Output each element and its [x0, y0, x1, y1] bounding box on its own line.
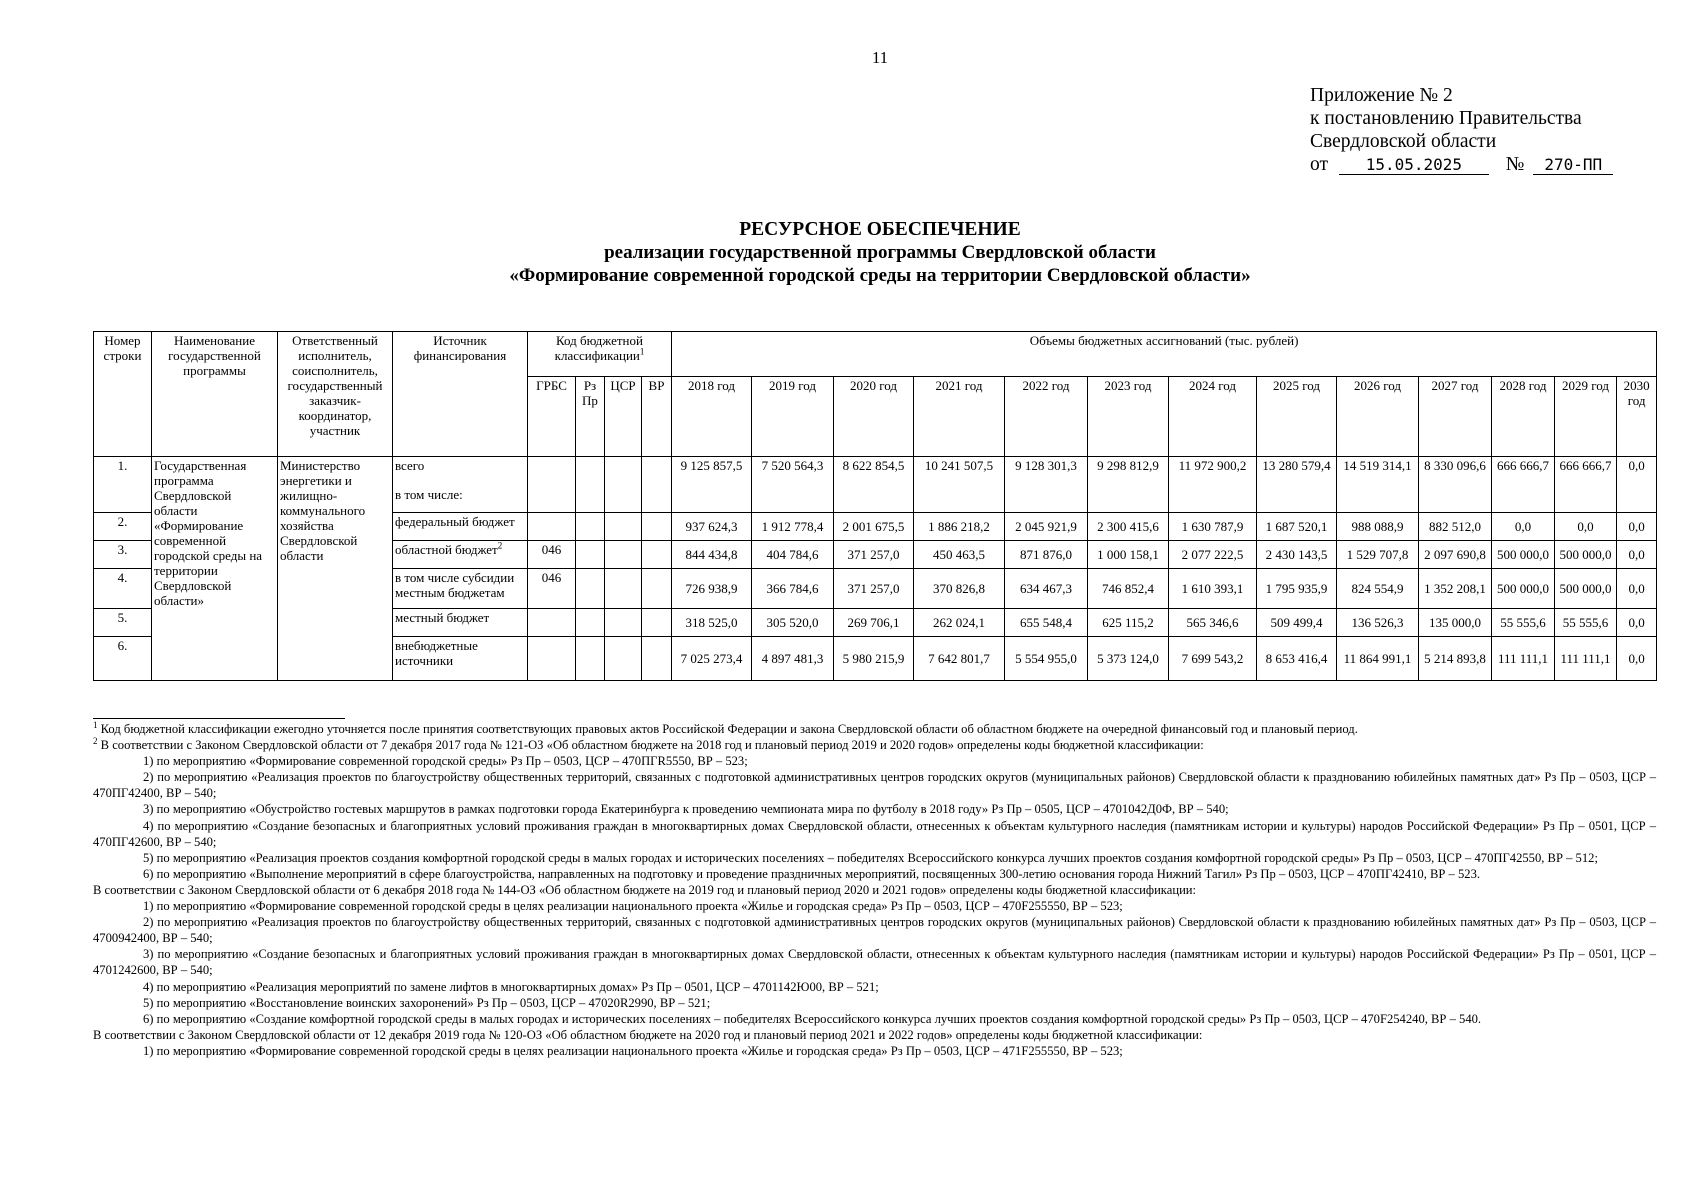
value-cell: 1 352 208,1 — [1419, 569, 1492, 609]
value-cell: 450 463,5 — [914, 541, 1005, 569]
source-cell — [393, 513, 528, 541]
header-row-num: Номер строки — [94, 332, 152, 457]
footnote-text: В соответствии с Законом Свердловской области от 12 декабря 2019 года № 120-ОЗ «Об областном бюджете на 2020 год и плановый период 2021 и 2022 годов» определены коды бюджетной классификации: — [93, 1027, 1203, 1042]
header-vr: ВР — [642, 377, 672, 457]
footnote-text: 4) по мероприятию «Реализация мероприятий по замене лифтов в многоквартирных домах» Рз Пр – 0501, ЦСР – 4701142Ю00, ВР – 521; — [143, 979, 879, 994]
value-cell: 1 610 393,1 — [1169, 569, 1257, 609]
footnote-text: Код бюджетной классификации ежегодно уточняется после принятия соответствующих правовых актов Российской Федерации и закона Свердловской области об областном бюджете на очередной финансовый год и плановый период. — [97, 722, 1358, 736]
header-grbs: ГРБС — [528, 377, 576, 457]
vr-cell — [642, 541, 672, 569]
value-cell: 366 784,6 — [752, 569, 834, 609]
value-cell: 0,0 — [1555, 513, 1617, 541]
header-year: 2025 год — [1257, 377, 1337, 457]
value-cell: 2 045 921,9 — [1005, 513, 1088, 541]
value-cell: 9 298 812,9 — [1088, 457, 1169, 513]
footnote-text: 6) по мероприятию «Выполнение мероприятий в сфере благоустройства, направленных на подготовку и проведение праздничных мероприятий, посвященных 300-летию основания города Нижний Тагил» Рз Пр – 0503, ЦСР – 470ПГ42410, ВР – 523. — [143, 866, 1481, 881]
value-cell: 10 241 507,5 — [914, 457, 1005, 513]
footnote-marker: 1 — [93, 719, 98, 730]
value-cell: 111 111,1 — [1492, 637, 1555, 681]
footnote-text: 1) по мероприятию «Формирование современной городской среды в целях реализации национального проекта «Жилье и городская среда» Рз Пр – 0503, ЦСР – 471F255550, ВР – 523; — [143, 1043, 1123, 1058]
header-year: 2027 год — [1419, 377, 1492, 457]
title-line-2: реализации государственной программы Свердловской области — [604, 242, 1156, 263]
header-year: 2023 год — [1088, 377, 1169, 457]
csr-cell — [605, 569, 642, 609]
source-footnote-ref: 2 — [497, 540, 503, 551]
value-cell: 0,0 — [1617, 541, 1657, 569]
rzpr-cell — [576, 541, 605, 569]
rzpr-cell — [576, 569, 605, 609]
grbs-cell: 046 — [528, 569, 576, 609]
header-year: 2030 год — [1617, 377, 1657, 457]
value-cell: 1 529 707,8 — [1337, 541, 1419, 569]
value-cell: 269 706,1 — [834, 609, 914, 637]
footnote-text: 1) по мероприятию «Формирование современной городской среды» Рз Пр – 0503, ЦСР – 470ПГR5550, ВР – 523; — [143, 754, 748, 769]
value-cell: 937 624,3 — [672, 513, 752, 541]
value-cell: 0,0 — [1617, 513, 1657, 541]
value-cell: 666 666,7 — [1555, 457, 1617, 513]
value-cell: 13 280 579,4 — [1257, 457, 1337, 513]
row-number: 1. — [94, 457, 152, 513]
value-cell: 5 554 955,0 — [1005, 637, 1088, 681]
footnote-item — [93, 979, 1656, 995]
footnote-text: 4) по мероприятию «Создание безопасных и благоприятных условий проживания граждан в многоквартирных домах Свердловской области, отнесенных к объектам культурного наследия (памятникам истории и культуры) народов Российской Федерации» Рз Пр – 0501, ЦСР – 470ПГ42600, ВР – 540; — [93, 818, 1656, 849]
value-cell: 565 346,6 — [1169, 609, 1257, 637]
footnote-item — [93, 914, 1656, 946]
rzpr-cell — [576, 513, 605, 541]
value-cell: 2 077 222,5 — [1169, 541, 1257, 569]
value-cell: 5 214 893,8 — [1419, 637, 1492, 681]
grbs-cell — [528, 637, 576, 681]
value-cell: 1 000 158,1 — [1088, 541, 1169, 569]
resource-table — [93, 331, 1657, 681]
footnote-item — [93, 769, 1656, 801]
rzpr-cell — [576, 637, 605, 681]
source-cell — [393, 569, 528, 609]
header-year: 2028 год — [1492, 377, 1555, 457]
value-cell: 500 000,0 — [1492, 569, 1555, 609]
source-cell — [393, 637, 528, 681]
number-prefix: № — [1505, 154, 1525, 175]
value-cell: 824 554,9 — [1337, 569, 1419, 609]
row-number: 5. — [94, 609, 152, 637]
appendix-line-3: Свердловской области — [1310, 131, 1497, 152]
footnote-text: В соответствии с Законом Свердловской области от 7 декабря 2017 года № 121-ОЗ «Об областном бюджете на 2018 год и плановый период 2019 и 2020 годов» определены коды бюджетной классификации: — [97, 738, 1204, 753]
header-budget-code-text: Код бюджетной классификации — [554, 333, 643, 363]
header-year: 2021 год — [914, 377, 1005, 457]
value-cell: 111 111,1 — [1555, 637, 1617, 681]
executor-cell: Министерство энергетики и жилищно-коммунального хозяйства Свердловской области — [278, 457, 393, 681]
value-cell: 318 525,0 — [672, 609, 752, 637]
value-cell: 5 373 124,0 — [1088, 637, 1169, 681]
value-cell: 2 001 675,5 — [834, 513, 914, 541]
value-cell: 7 699 543,2 — [1169, 637, 1257, 681]
footnote-item — [93, 1011, 1656, 1027]
footnote-item — [93, 753, 1656, 769]
source-label: федеральный бюджет — [395, 514, 515, 529]
footnote-text: 1) по мероприятию «Формирование современной городской среды в целях реализации национального проекта «Жилье и городская среда» Рз Пр – 0503, ЦСР – 470F255550, ВР – 523; — [143, 899, 1123, 914]
appendix-line-2: к постановлению Правительства — [1310, 108, 1582, 129]
value-cell: 0,0 — [1617, 457, 1657, 513]
row-number: 6. — [94, 637, 152, 681]
header-budget-code — [528, 332, 672, 377]
value-cell: 136 526,3 — [1337, 609, 1419, 637]
header-year: 2026 год — [1337, 377, 1419, 457]
page-number: 11 — [871, 48, 889, 67]
value-cell: 1 795 935,9 — [1257, 569, 1337, 609]
vr-cell — [642, 513, 672, 541]
value-cell: 625 115,2 — [1088, 609, 1169, 637]
header-source: Источник финансирования — [393, 332, 528, 457]
csr-cell — [605, 609, 642, 637]
source-label: в том числе субсидии местным бюджетам — [395, 570, 515, 600]
footnote-item — [93, 882, 1656, 898]
csr-cell — [605, 541, 642, 569]
vr-cell — [642, 457, 672, 513]
value-cell: 500 000,0 — [1492, 541, 1555, 569]
value-cell: 55 555,6 — [1555, 609, 1617, 637]
value-cell: 0,0 — [1492, 513, 1555, 541]
footnote-text: 3) по мероприятию «Создание безопасных и благоприятных условий проживания граждан в многоквартирных домах Свердловской области, отнесенных к объектам культурного наследия (памятникам истории и культуры) народов Российской Федерации» Рз Пр – 0501, ЦСР – 4701242600, ВР – 540; — [93, 947, 1656, 978]
header-year: 2020 год — [834, 377, 914, 457]
value-cell: 655 548,4 — [1005, 609, 1088, 637]
footnote-text: 5) по мероприятию «Реализация проектов создания комфортной городской среды в малых городах и исторических поселениях – победителях Всероссийского конкурса лучших проектов создания комфортной городской среды» Рз Пр – 0503, ЦСР – 470ПГ42550, ВР – 512; — [143, 850, 1598, 865]
value-cell: 8 622 854,5 — [834, 457, 914, 513]
footnote-item — [93, 818, 1656, 850]
footnote-text: 6) по мероприятию «Создание комфортной городской среды в малых городах и исторических поселениях – победителях Всероссийского конкурса лучших проектов создания комфортной городской среды» Рз Пр – 0503, ЦСР – 470F254240, ВР – 540. — [143, 1011, 1482, 1026]
footnote-text: 5) по мероприятию «Восстановление воинских захоронений» Рз Пр – 0503, ЦСР – 47020R2990, ВР – 521; — [143, 995, 711, 1010]
value-cell: 305 520,0 — [752, 609, 834, 637]
value-cell: 371 257,0 — [834, 541, 914, 569]
value-cell: 1 687 520,1 — [1257, 513, 1337, 541]
footnote-text: 3) по мероприятию «Обустройство гостевых маршрутов в рамках подготовки города Екатеринбурга к проведению чемпионата мира по футболу в 2018 году» Рз Пр – 0505, ЦСР – 4701042Д0Ф, ВР – 540; — [143, 802, 1229, 817]
appendix-date-line — [1310, 153, 1613, 176]
footnote-marker: 2 — [93, 735, 98, 746]
footnote-list — [93, 721, 1656, 1059]
date-value: 15.05.2025 — [1339, 156, 1489, 175]
footnote-text: 2) по мероприятию «Реализация проектов по благоустройству общественных территорий, связанных с подготовкой административных центров городских округов (муниципальных районов) Свердловской области к празднованию юбилейных памятных дат» Рз Пр – 0503, ЦСР – 470ПГ42400, ВР – 540; — [93, 770, 1656, 801]
header-csr: ЦСР — [605, 377, 642, 457]
source-label: всего — [395, 458, 425, 473]
grbs-cell — [528, 513, 576, 541]
grbs-cell — [528, 609, 576, 637]
value-cell: 2 430 143,5 — [1257, 541, 1337, 569]
value-cell: 7 520 564,3 — [752, 457, 834, 513]
value-cell: 988 088,9 — [1337, 513, 1419, 541]
title-line-1: РЕСУРСНОЕ ОБЕСПЕЧЕНИЕ — [739, 219, 1021, 240]
header-responsible: Ответственный исполнитель, соисполнитель, государственный заказчик-координатор, участник — [278, 332, 393, 457]
footnote-item — [93, 737, 1656, 753]
value-cell: 8 653 416,4 — [1257, 637, 1337, 681]
grbs-cell: 046 — [528, 541, 576, 569]
footnote-text: 2) по мероприятию «Реализация проектов по благоустройству общественных территорий, связанных с подготовкой административных центров городских округов (муниципальных районов) Свердловской области к празднованию юбилейных памятных дат» Рз Пр – 0503, ЦСР – 4700942400, ВР – 540; — [93, 915, 1656, 946]
appendix-block — [1310, 84, 1613, 176]
value-cell: 135 000,0 — [1419, 609, 1492, 637]
footnote-text: В соответствии с Законом Свердловской области от 6 декабря 2018 года № 144-ОЗ «Об областном бюджете на 2019 год и плановый период 2020 и 2021 годов» определены коды бюджетной классификации: — [93, 882, 1197, 897]
header-year: 2019 год — [752, 377, 834, 457]
value-cell: 634 467,3 — [1005, 569, 1088, 609]
row-number: 2. — [94, 513, 152, 541]
value-cell: 844 434,8 — [672, 541, 752, 569]
value-cell: 666 666,7 — [1492, 457, 1555, 513]
footnote-item — [93, 898, 1656, 914]
value-cell: 14 519 314,1 — [1337, 457, 1419, 513]
date-prefix: от — [1310, 154, 1329, 175]
value-cell: 11 972 900,2 — [1169, 457, 1257, 513]
value-cell: 1 630 787,9 — [1169, 513, 1257, 541]
rzpr-cell — [576, 457, 605, 513]
value-cell: 370 826,8 — [914, 569, 1005, 609]
document-title — [260, 218, 1500, 287]
value-cell: 55 555,6 — [1492, 609, 1555, 637]
csr-cell — [605, 457, 642, 513]
value-cell: 9 128 301,3 — [1005, 457, 1088, 513]
footnote-separator — [93, 718, 345, 719]
footnote-item — [93, 866, 1656, 882]
header-program-name: Наименование государственной программы — [152, 332, 278, 457]
row-number: 3. — [94, 541, 152, 569]
source-label: местный бюджет — [395, 610, 490, 625]
value-cell: 0,0 — [1617, 609, 1657, 637]
footnote-item — [93, 850, 1656, 866]
footnote-item — [93, 801, 1656, 817]
footnote-item — [93, 721, 1656, 737]
value-cell: 882 512,0 — [1419, 513, 1492, 541]
source-cell — [393, 457, 528, 513]
title-line-3: «Формирование современной городской среды на территории Свердловской области» — [509, 265, 1251, 286]
row-number: 4. — [94, 569, 152, 609]
source-cell — [393, 609, 528, 637]
header-rzpr: Рз Пр — [576, 377, 605, 457]
value-cell: 500 000,0 — [1555, 541, 1617, 569]
header-budget-code-sup: 1 — [639, 346, 645, 357]
value-cell: 8 330 096,6 — [1419, 457, 1492, 513]
source-cell — [393, 541, 528, 569]
value-cell: 746 852,4 — [1088, 569, 1169, 609]
footnote-item — [93, 1027, 1656, 1043]
value-cell: 371 257,0 — [834, 569, 914, 609]
footnote-item — [93, 995, 1656, 1011]
value-cell: 9 125 857,5 — [672, 457, 752, 513]
value-cell: 4 897 481,3 — [752, 637, 834, 681]
source-extra: в том числе: — [395, 487, 463, 502]
value-cell: 2 097 690,8 — [1419, 541, 1492, 569]
header-year: 2018 год — [672, 377, 752, 457]
value-cell: 500 000,0 — [1555, 569, 1617, 609]
appendix-line-1: Приложение № 2 — [1310, 85, 1453, 106]
value-cell: 726 938,9 — [672, 569, 752, 609]
value-cell: 509 499,4 — [1257, 609, 1337, 637]
value-cell: 871 876,0 — [1005, 541, 1088, 569]
vr-cell — [642, 569, 672, 609]
source-label: областной бюджет — [395, 542, 498, 557]
vr-cell — [642, 637, 672, 681]
value-cell: 1 912 778,4 — [752, 513, 834, 541]
header-year: 2029 год — [1555, 377, 1617, 457]
value-cell: 1 886 218,2 — [914, 513, 1005, 541]
value-cell: 2 300 415,6 — [1088, 513, 1169, 541]
csr-cell — [605, 637, 642, 681]
table-row — [94, 457, 1657, 513]
value-cell: 0,0 — [1617, 569, 1657, 609]
csr-cell — [605, 513, 642, 541]
rzpr-cell — [576, 609, 605, 637]
value-cell: 7 025 273,4 — [672, 637, 752, 681]
source-label: внебюджетные источники — [395, 638, 478, 668]
grbs-cell — [528, 457, 576, 513]
header-volumes: Объемы бюджетных ассигнований (тыс. рублей) — [672, 332, 1657, 377]
value-cell: 404 784,6 — [752, 541, 834, 569]
value-cell: 5 980 215,9 — [834, 637, 914, 681]
value-cell: 7 642 801,7 — [914, 637, 1005, 681]
program-name-cell: Государственная программа Свердловской области «Формирование современной городской среды на территории Свердловской области» — [152, 457, 278, 681]
header-year: 2022 год — [1005, 377, 1088, 457]
value-cell: 262 024,1 — [914, 609, 1005, 637]
vr-cell — [642, 609, 672, 637]
header-year: 2024 год — [1169, 377, 1257, 457]
footnote-item — [93, 1043, 1656, 1059]
number-value: 270-ПП — [1533, 156, 1613, 175]
value-cell: 0,0 — [1617, 637, 1657, 681]
footnotes — [93, 718, 1656, 1059]
footnote-item — [93, 946, 1656, 978]
value-cell: 11 864 991,1 — [1337, 637, 1419, 681]
